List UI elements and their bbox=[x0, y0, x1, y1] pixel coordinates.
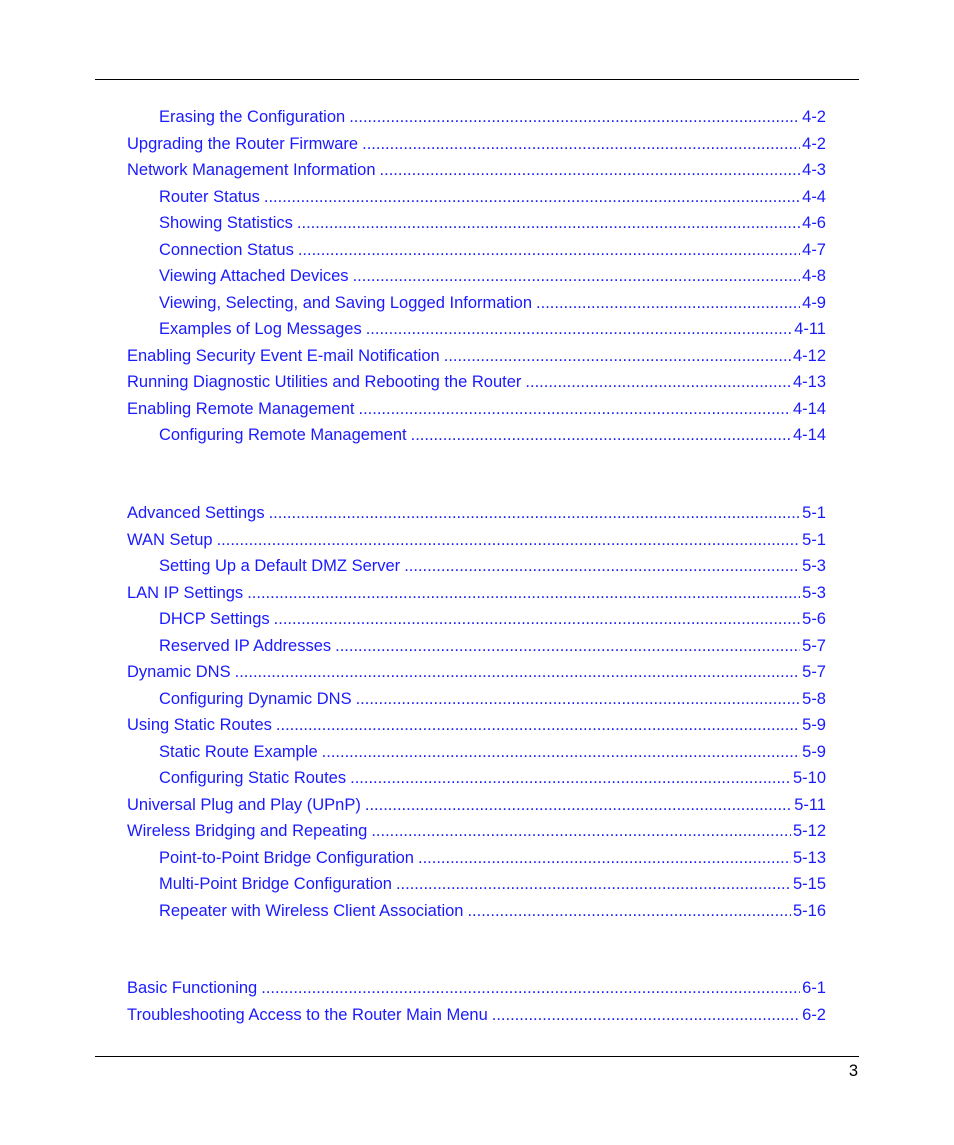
toc-entry[interactable] bbox=[159, 212, 826, 234]
toc-entry-title: Troubleshooting Access to the Router Main Menu bbox=[127, 1006, 488, 1024]
toc-entry-page: 4-3 bbox=[802, 161, 826, 179]
toc-entry[interactable] bbox=[127, 977, 826, 999]
toc-entry-title: Running Diagnostic Utilities and Rebooting the Router bbox=[127, 373, 522, 391]
toc-entry-title: Erasing the Configuration bbox=[159, 108, 346, 126]
toc-entry[interactable] bbox=[159, 186, 826, 208]
toc-entry-title: Universal Plug and Play (UPnP) bbox=[127, 796, 361, 814]
toc-entry[interactable] bbox=[159, 688, 826, 710]
toc-entry-title: Router Status bbox=[159, 188, 260, 206]
toc-entry-page: 4-9 bbox=[802, 294, 826, 312]
toc-entry-title: Static Route Example bbox=[159, 743, 318, 761]
dot-leader bbox=[396, 873, 791, 895]
toc-entry-page: 5-8 bbox=[802, 690, 826, 708]
dot-leader bbox=[276, 714, 800, 736]
toc-entry-title: Examples of Log Messages bbox=[159, 320, 362, 338]
toc-entry-title: Configuring Static Routes bbox=[159, 769, 347, 787]
toc-entry-page: 5-10 bbox=[792, 769, 826, 787]
toc-entry[interactable] bbox=[159, 608, 826, 630]
dot-leader bbox=[269, 502, 801, 524]
toc-entry-page: 5-9 bbox=[802, 716, 826, 734]
toc-entry-page: 5-9 bbox=[802, 743, 826, 761]
toc-entry[interactable] bbox=[127, 529, 826, 551]
toc-entry-page: 4-6 bbox=[802, 214, 826, 232]
dot-leader bbox=[365, 794, 792, 816]
toc-entry[interactable] bbox=[127, 345, 826, 367]
toc-entry[interactable] bbox=[127, 133, 826, 155]
toc-entry-page: 5-1 bbox=[802, 531, 826, 549]
dot-leader bbox=[444, 345, 791, 367]
toc-entry[interactable] bbox=[159, 424, 826, 446]
dot-leader bbox=[525, 371, 791, 393]
toc-entry[interactable] bbox=[127, 714, 826, 736]
dot-leader bbox=[247, 582, 800, 604]
toc-entry-page: 4-2 bbox=[802, 135, 826, 153]
toc-entry-page: 5-6 bbox=[802, 610, 826, 628]
dot-leader bbox=[353, 265, 801, 287]
toc-entry-page: 5-3 bbox=[802, 584, 826, 602]
toc-entry-title: Repeater with Wireless Client Association bbox=[159, 902, 464, 920]
toc-entry-title: Connection Status bbox=[159, 241, 294, 259]
toc-entry[interactable] bbox=[159, 292, 826, 314]
toc-entry-page: 5-1 bbox=[802, 504, 826, 522]
toc-entry-title: Enabling Security Event E-mail Notification bbox=[127, 347, 440, 365]
toc-entry[interactable] bbox=[159, 767, 826, 789]
dot-leader bbox=[467, 900, 791, 922]
toc-entry-page: 4-8 bbox=[802, 267, 826, 285]
dot-leader bbox=[217, 529, 801, 551]
toc-entry-title: Viewing Attached Devices bbox=[159, 267, 349, 285]
toc-entry-title: WAN Setup bbox=[127, 531, 213, 549]
toc-entry[interactable] bbox=[127, 398, 826, 420]
toc-entry-page: 4-4 bbox=[802, 188, 826, 206]
dot-leader bbox=[298, 239, 800, 261]
dot-leader bbox=[418, 847, 791, 869]
toc-entry[interactable] bbox=[159, 635, 826, 657]
toc-entry-page: 5-16 bbox=[792, 902, 826, 920]
toc-entry-page: 5-12 bbox=[792, 822, 826, 840]
toc-entry-page: 5-13 bbox=[792, 849, 826, 867]
dot-leader bbox=[380, 159, 801, 181]
toc-entry-title: Upgrading the Router Firmware bbox=[127, 135, 359, 153]
dot-leader bbox=[235, 661, 801, 683]
toc-entry-page: 5-3 bbox=[802, 557, 826, 575]
toc-entry-title: Point-to-Point Bridge Configuration bbox=[159, 849, 414, 867]
toc-entry[interactable] bbox=[159, 847, 826, 869]
toc-entry[interactable] bbox=[159, 106, 826, 128]
toc-entry[interactable] bbox=[127, 1004, 826, 1026]
dot-leader bbox=[358, 398, 790, 420]
toc-entry-page: 4-14 bbox=[792, 400, 826, 418]
toc-entry-title: Setting Up a Default DMZ Server bbox=[159, 557, 401, 575]
dot-leader bbox=[411, 424, 791, 446]
toc-entry-title: Showing Statistics bbox=[159, 214, 293, 232]
toc-entry-page: 5-7 bbox=[802, 637, 826, 655]
page-number: 3 bbox=[848, 1062, 858, 1080]
toc-entry-title: Multi-Point Bridge Configuration bbox=[159, 875, 392, 893]
dot-leader bbox=[274, 608, 800, 630]
dot-leader bbox=[322, 741, 800, 763]
toc-entry[interactable] bbox=[159, 900, 826, 922]
toc-entry-title: Reserved IP Addresses bbox=[159, 637, 332, 655]
dot-leader bbox=[335, 635, 800, 657]
dot-leader bbox=[362, 133, 800, 155]
toc-entry-title: Basic Functioning bbox=[127, 979, 258, 997]
toc-entry-page: 6-2 bbox=[802, 1006, 826, 1024]
toc-entry-page: 4-2 bbox=[802, 108, 826, 126]
toc-entry[interactable] bbox=[159, 555, 826, 577]
toc-entry[interactable] bbox=[159, 318, 826, 340]
toc-entry[interactable] bbox=[127, 582, 826, 604]
toc-entry[interactable] bbox=[127, 661, 826, 683]
toc-entry-title: Dynamic DNS bbox=[127, 663, 231, 681]
dot-leader bbox=[264, 186, 800, 208]
toc-entry-page: 4-13 bbox=[792, 373, 826, 391]
toc-entry-title: Wireless Bridging and Repeating bbox=[127, 822, 368, 840]
toc-entry-title: Using Static Routes bbox=[127, 716, 272, 734]
dot-leader bbox=[297, 212, 800, 234]
toc-entry[interactable] bbox=[159, 741, 826, 763]
toc-entry-page: 5-7 bbox=[802, 663, 826, 681]
toc-entry[interactable] bbox=[127, 502, 826, 524]
toc-entry[interactable] bbox=[159, 239, 826, 261]
dot-leader bbox=[371, 820, 791, 842]
toc-entry-title: Viewing, Selecting, and Saving Logged Information bbox=[159, 294, 533, 312]
dot-leader bbox=[261, 977, 800, 999]
toc-entry[interactable] bbox=[127, 159, 826, 181]
toc-entry-page: 4-14 bbox=[792, 426, 826, 444]
toc-entry[interactable] bbox=[127, 371, 826, 393]
footer-rule bbox=[95, 1056, 859, 1057]
toc-entry-page: 6-1 bbox=[802, 979, 826, 997]
toc-entry-title: Configuring Dynamic DNS bbox=[159, 690, 352, 708]
toc-entry-title: LAN IP Settings bbox=[127, 584, 244, 602]
toc-entry[interactable] bbox=[159, 873, 826, 895]
toc-entry-title: Enabling Remote Management bbox=[127, 400, 355, 418]
dot-leader bbox=[492, 1004, 800, 1026]
toc-entry[interactable] bbox=[159, 265, 826, 287]
dot-leader bbox=[404, 555, 800, 577]
toc-entry-page: 5-11 bbox=[794, 796, 826, 814]
dot-leader bbox=[356, 688, 801, 710]
toc-entry-title: DHCP Settings bbox=[159, 610, 270, 628]
dot-leader bbox=[350, 767, 791, 789]
toc-entry-page: 5-15 bbox=[792, 875, 826, 893]
toc-entry[interactable] bbox=[127, 820, 826, 842]
toc-entry[interactable] bbox=[127, 794, 826, 816]
toc-entry-title: Network Management Information bbox=[127, 161, 376, 179]
toc-entry-page: 4-11 bbox=[794, 320, 826, 338]
dot-leader bbox=[536, 292, 800, 314]
toc-entry-page: 4-7 bbox=[802, 241, 826, 259]
toc-entry-page: 4-12 bbox=[792, 347, 826, 365]
toc-entry-title: Configuring Remote Management bbox=[159, 426, 407, 444]
dot-leader bbox=[366, 318, 792, 340]
dot-leader bbox=[349, 106, 800, 128]
toc-entry-title: Advanced Settings bbox=[127, 504, 265, 522]
